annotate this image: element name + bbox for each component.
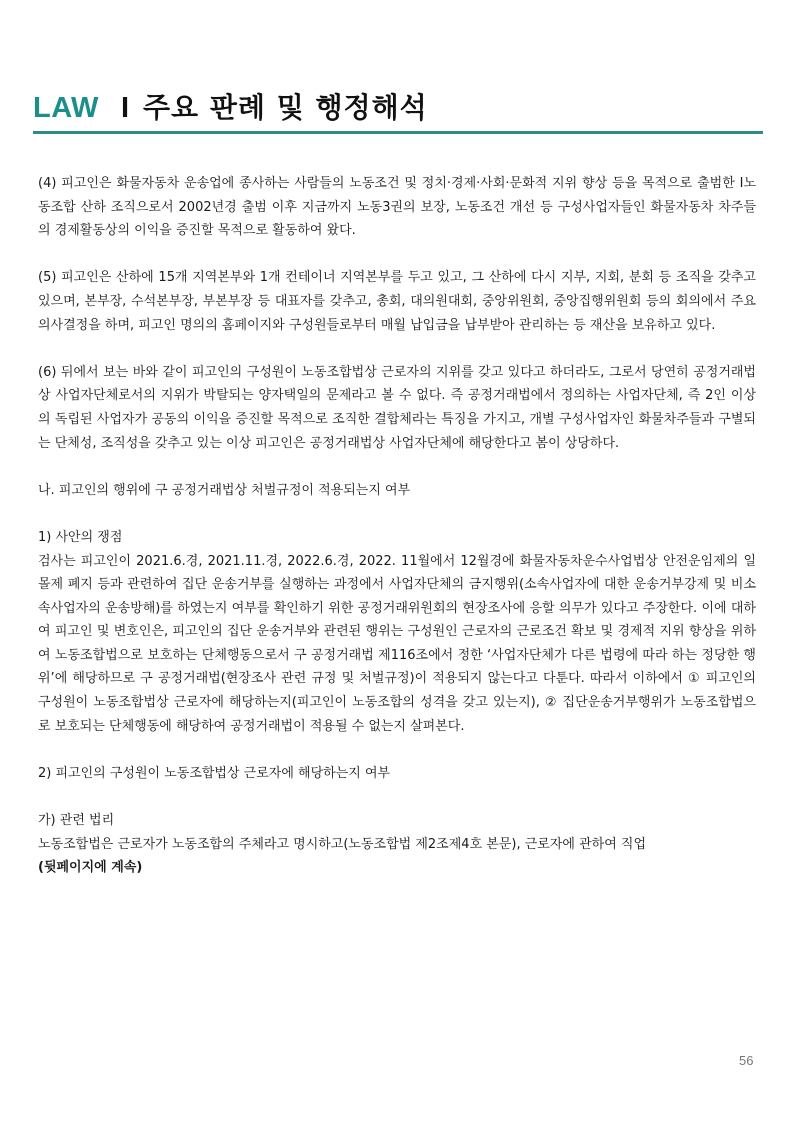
page-header <box>33 86 428 130</box>
paragraph-4: (4) 피고인은 화물자동차 운송업에 종사하는 사람들의 노동조건 및 정치·경제·사회·문화적 지위 향상 등을 목적으로 출범한 I노동조합 산하 조직으로서 2002년경 출범 이후 지금까지 노동3권의 보장, 노동조건 개선 등 구성사업자들인 화물자동차 차주들의 경제활동상의 이익을 증진할 목적으로 활동하여 왔다. <box>38 176 756 239</box>
paragraph-6: (6) 뒤에서 보는 바와 같이 피고인의 구성원이 노동조합법상 근로자의 지위를 갖고 있다고 하더라도, 그로서 당연히 공정거래법상 사업자단체로서의 지위가 박탈되는 양자택일의 문제라고 볼 수 없다. 즉 공정거래법에서 정의하는 사업자단체, 즉 2인 이상의 독립된 사업자가 공동의 이익을 증진할 목적으로 조직한 결합체라는 특징을 가지고, 개별 구성사업자인 화물차주들과 구별되는 단체성, 조직성을 갖추고 있는 이상 피고인은 공정거래법상 사업자단체에 해당한다고 봄이 상당하다. <box>38 364 756 451</box>
header-rule <box>33 131 763 134</box>
subheading-legal-principle: 가) 관련 법리 <box>38 813 115 829</box>
paragraph-issue: 검사는 피고인이 2021.6.경, 2021.11.경, 2022.6.경, 2022. 11월에서 12월경에 화물자동차운수사업법상 안전운임제의 일몰제 폐지 등과 관련하여 집단 운송거부를 실행하는 과정에서 사업자단체의 금지행위(소속사업자에 대한 운송거부강제 및 비소속사업자의 운송방해)를 하였는지 여부를 확인하기 위한 공정거래위원회의 현장조사에 응할 의무가 있다고 주장한다. 이에 대하여 피고인 및 변호인은, 피고인의 집단 운송거부와 관련된 행위는 구성원인 근로자의 근로조건 확보 및 경제적 지위 향상을 위하여 노동조합법으로 보호하는 단체행동으로서 구 공정거래법 제116조에서 정한 ‘사업자단체가 다른 법령에 따라 하는 정당한 행위’에 해당하므로 구 공정거래법(현장조사 관련 규정 및 처벌규정)이 적용되지 않는다고 다툰다. 따라서 이하에서 ① 피고인의 구성원이 노동조합법상 근로자에 해당하는지(피고인이 노동조합의 성격을 갖고 있는지), ② 집단운송거부행위가 노동조합법으로 보호되는 단체행동에 해당하여 공정거래법이 적용될 수 없는지 살펴본다. <box>38 553 756 734</box>
paragraph-legal-principle: 노동조합법은 근로자가 노동조합의 주체라고 명시하고(노동조합법 제2조제4호 본문), 근로자에 관하여 직업 <box>38 836 647 852</box>
spacer <box>38 337 756 361</box>
spacer <box>38 455 756 479</box>
paragraph-5: (5) 피고인은 산하에 15개 지역본부와 1개 컨테이너 지역본부를 두고 있고, 그 산하에 다시 지부, 지회, 분회 등 조직을 갖추고 있으며, 본부장, 수석본부장, 부본부장 등 대표자를 갖추고, 총회, 대의원대회, 중앙위원회, 중앙집행위원회 등의 회의에서 주요 의사결정을 하며, 피고인 명의의 홈페이지와 구성원들로부터 매월 납입금을 납부받아 관리하는 등 재산을 보유하고 있다. <box>38 270 756 333</box>
spacer <box>38 502 756 526</box>
spacer <box>38 243 756 267</box>
spacer <box>38 738 756 762</box>
spacer <box>38 785 756 809</box>
subheading-worker: 2) 피고인의 구성원이 노동조합법상 근로자에 해당하는지 여부 <box>38 765 391 781</box>
header-separator: I <box>120 92 129 124</box>
section-heading-na: 나. 피고인의 행위에 구 공정거래법상 처벌규정이 적용되는지 여부 <box>38 482 411 498</box>
continued-note: (뒷페이지에 계속) <box>38 860 143 876</box>
section-label: LAW <box>33 92 99 124</box>
page-title: 주요 판례 및 행정해석 <box>143 91 428 124</box>
document-body <box>38 172 756 880</box>
subheading-issue: 1) 사안의 쟁점 <box>38 529 123 545</box>
page-number: 56 <box>739 1053 754 1068</box>
